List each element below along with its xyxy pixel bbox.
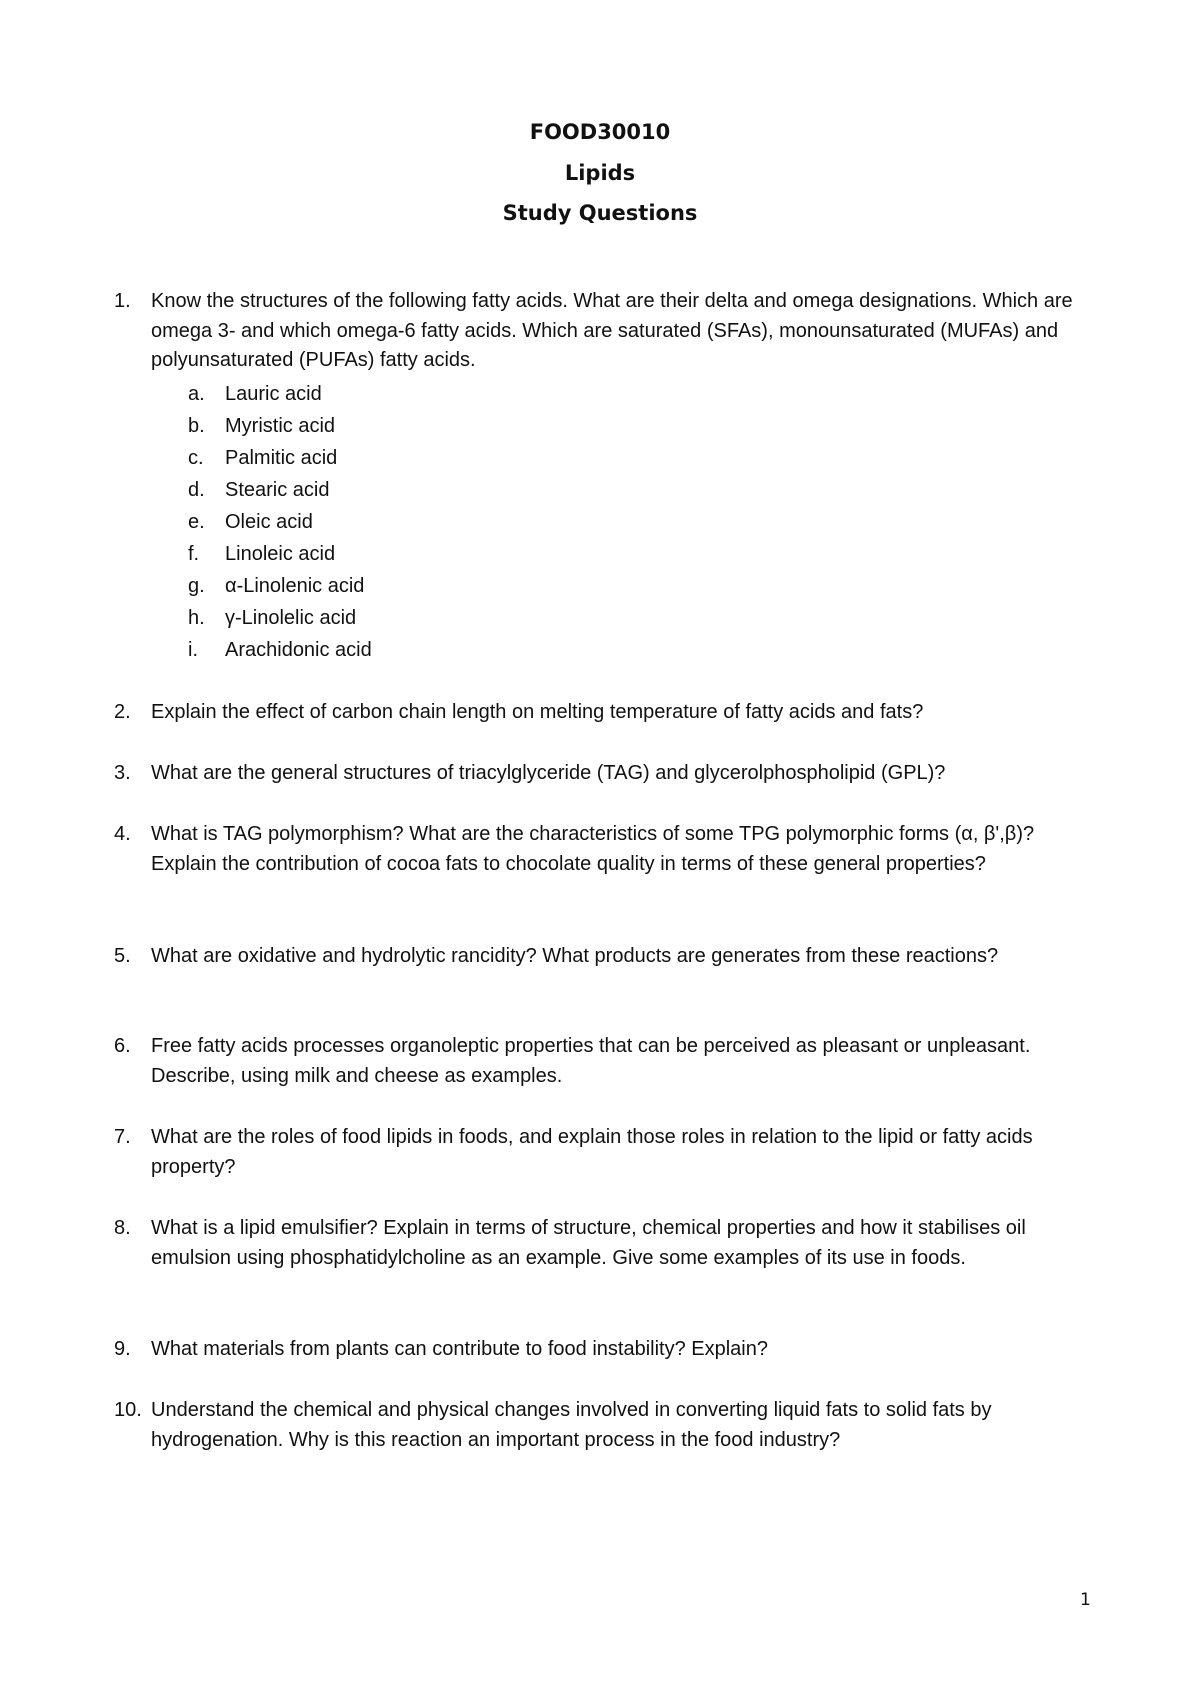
question-number: 6.	[114, 1035, 131, 1057]
sub-item-d	[0, 474, 1200, 506]
question-number: 5.	[114, 945, 131, 967]
question-text: Free fatty acids processes organoleptic properties that can be perceived as pleasant or unpleasant. Describe, using milk and cheese as examples.	[151, 1035, 1031, 1087]
sub-item-text: Arachidonic acid	[225, 639, 372, 661]
sub-item-letter: f.	[188, 543, 200, 565]
page-number: 1	[1080, 1590, 1091, 1610]
sub-item-b	[0, 410, 1200, 442]
document-header	[0, 112, 1200, 234]
sub-item-text: Oleic acid	[225, 511, 313, 533]
question-text: Know the structures of the following fatty acids. What are their delta and omega designations. Which are omega 3- and which omega-6 fatty acids. Which are saturated (SFAs), monounsaturated (MUFAs) and polyunsaturated (PUFAs) fatty acids.	[151, 290, 1073, 371]
sub-item-text: Myristic acid	[225, 415, 336, 437]
question-number: 8.	[114, 1217, 131, 1239]
sub-item-text: Lauric acid	[225, 383, 322, 405]
sub-item-letter: h.	[188, 607, 205, 629]
question-text: What is a lipid emulsifier? Explain in terms of structure, chemical properties and how it stabilises oil emulsion using phosphatidylcholine as an example. Give some examples of its use in foods.	[151, 1217, 1026, 1269]
sub-item-letter: c.	[188, 447, 204, 469]
sub-item-letter: d.	[188, 479, 205, 501]
question-text: Explain the effect of carbon chain length on melting temperature of fatty acids and fats?	[151, 701, 924, 723]
question-number: 7.	[114, 1126, 131, 1148]
sub-item-text: Stearic acid	[225, 479, 330, 501]
sub-item-text: Palmitic acid	[225, 447, 338, 469]
sub-item-text: α-Linolenic acid	[225, 575, 365, 597]
question-text: What are oxidative and hydrolytic rancidity? What products are generates from these reactions?	[151, 945, 999, 967]
question-number: 9.	[114, 1338, 131, 1360]
sub-item-e	[0, 506, 1200, 538]
question-text: What is TAG polymorphism? What are the characteristics of some TPG polymorphic forms (α, β',β)? Explain the contribution of cocoa fats to chocolate quality in terms of these general properties?	[151, 823, 1035, 875]
sub-item-letter: b.	[188, 415, 205, 437]
sub-item-c	[0, 442, 1200, 474]
question-number: 3.	[114, 762, 131, 784]
sub-item-a	[0, 378, 1200, 410]
page-title: Study Questions	[502, 201, 698, 225]
sub-item-letter: a.	[188, 383, 205, 405]
course-code: FOOD30010	[529, 120, 671, 144]
sub-item-text: Linoleic acid	[225, 543, 336, 565]
sub-item-g	[0, 570, 1200, 602]
question-number: 10.	[114, 1399, 142, 1421]
topic-title: Lipids	[564, 160, 636, 185]
sub-item-f	[0, 538, 1200, 570]
sub-item-h	[0, 602, 1200, 634]
question-text: Understand the chemical and physical changes involved in converting liquid fats to solid fats by hydrogenation. Why is this reaction an important process in the food industry?	[151, 1399, 992, 1451]
question-number: 4.	[114, 823, 131, 845]
sub-item-letter: e.	[188, 511, 205, 533]
sub-item-letter: g.	[188, 575, 205, 597]
question-text: What materials from plants can contribute to food instability? Explain?	[151, 1338, 768, 1360]
sub-item-letter: i.	[188, 639, 198, 661]
sub-item-i	[0, 634, 1200, 666]
question-text: What are the general structures of triacylglyceride (TAG) and glycerolphospholipid (GPL)?	[151, 762, 946, 784]
question-number: 1.	[114, 290, 131, 312]
question-number: 2.	[114, 701, 131, 723]
question-text: What are the roles of food lipids in foods, and explain those roles in relation to the lipid or fatty acids property?	[151, 1126, 1033, 1178]
sub-item-text: γ-Linolelic acid	[225, 607, 357, 629]
